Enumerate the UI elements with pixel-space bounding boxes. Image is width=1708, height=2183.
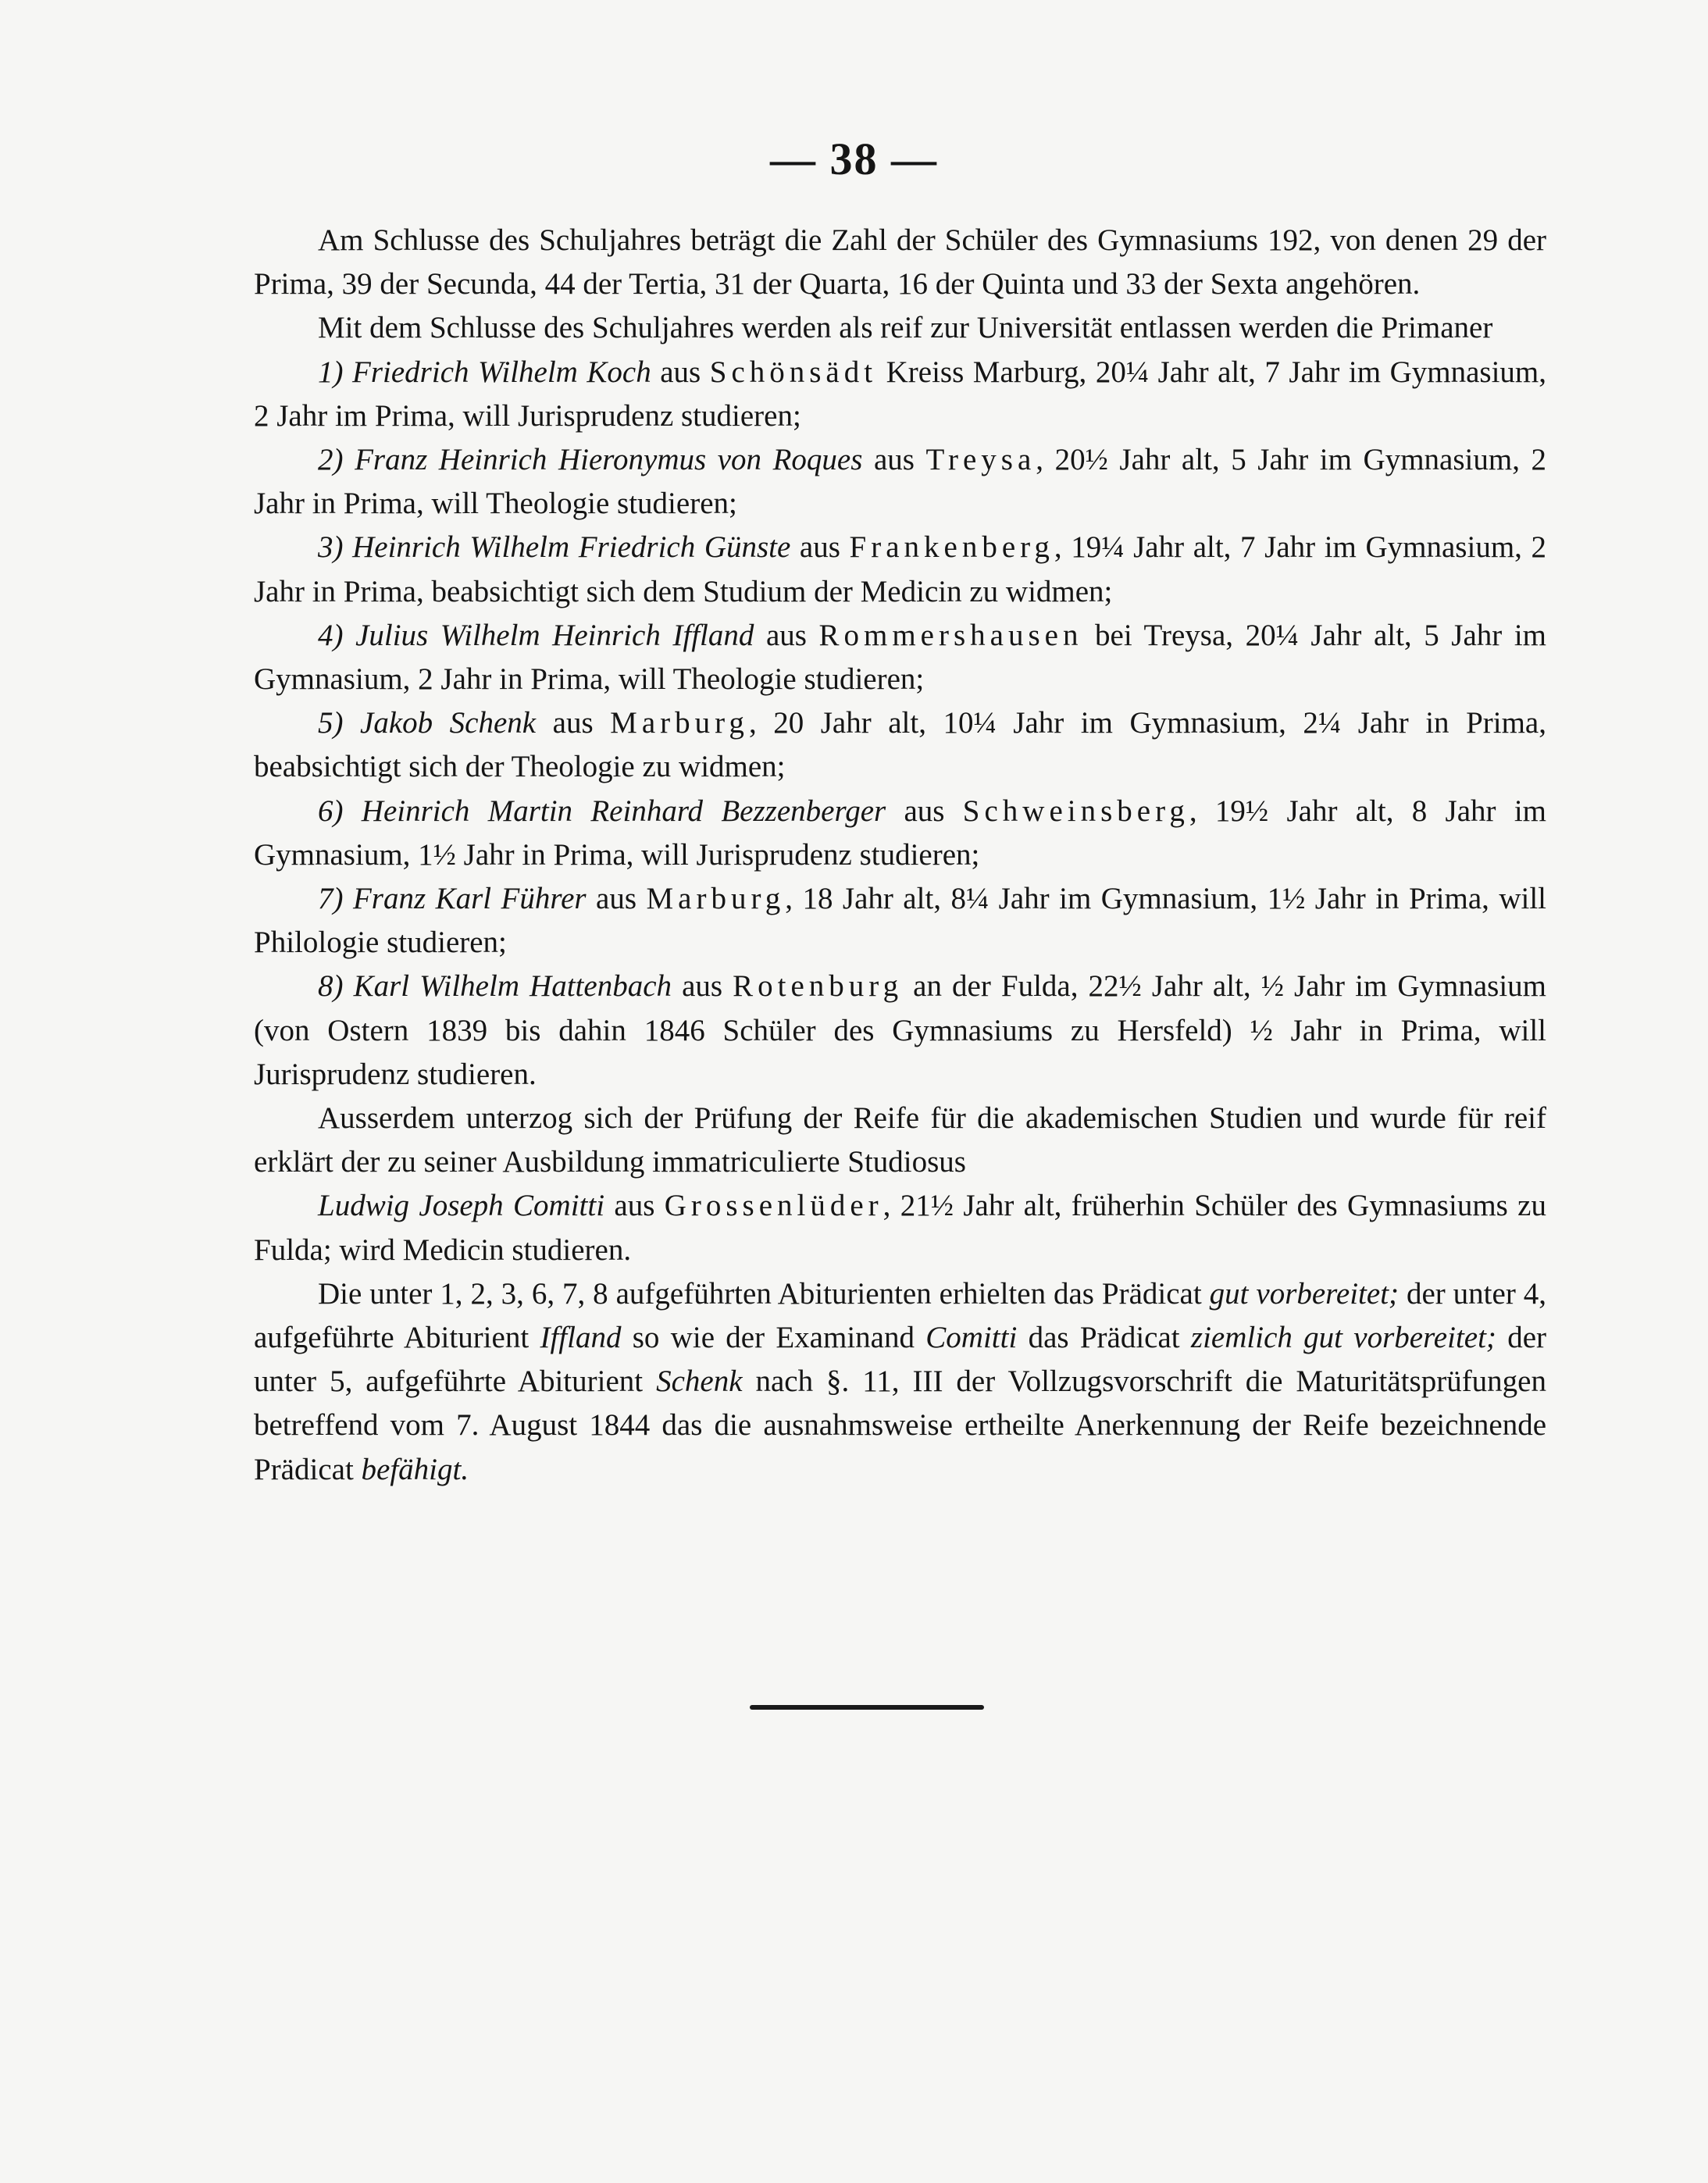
graduate-name: Heinrich Martin Reinhard Bezzenberger: [361, 794, 886, 828]
hometown: Marburg: [610, 706, 749, 740]
examinee-name: Ludwig Joseph Comitti: [318, 1189, 605, 1223]
entry-details: , 18 Jahr alt, 8¼ Jahr im Gymnasium, 1½ Jahr in Prima, will Philologie studieren;: [254, 882, 1546, 960]
closing-paragraph: Die unter 1, 2, 3, 6, 7, 8 aufgeführten Abiturienten erhielten das Prädicat gut vorbereitet; der unter 4, aufgeführte Abiturient Iffland so wie der Examinand Comitti das Prädicat ziemlich gut vorbereitet; der unter 5, aufgeführte Abiturient Schenk nach §. 11, III der Vollzugsvorschrift die Maturitätsprüfungen betreffend vom 7. August 1844 das die ausnahmsweise ertheilte Anerkennung der Reife bezeichnende Prädicat befähigt.: [254, 1276, 1546, 1486]
graduate-entry-1: 1) Friedrich Wilhelm Koch aus Schönsädt Kreiss Marburg, 20¼ Jahr alt, 7 Jahr im Gymnasium, 2 Jahr im Prima, will Jurisprudenz studieren;: [254, 355, 1546, 433]
entry-details: , 20 Jahr alt, 10¼ Jahr im Gymnasium, 2¼ Jahr in Prima, beabsichtigt sich der Theologie zu widmen;: [254, 706, 1546, 784]
entry-details: , 19¼ Jahr alt, 7 Jahr im Gymnasium, 2 Jahr in Prima, beabsichtigt sich dem Studium der Medicin zu widmen;: [254, 530, 1547, 608]
graduate-entry-7: 7) Franz Karl Führer aus Marburg, 18 Jahr alt, 8¼ Jahr im Gymnasium, 1½ Jahr in Prima, will Philologie studieren;: [254, 882, 1546, 960]
entry-number: 6): [318, 794, 344, 828]
entry-details: , 19½ Jahr alt, 8 Jahr im Gymnasium, 1½ Jahr in Prima, will Jurisprudenz studieren;: [254, 794, 1546, 872]
entry-number: 5): [318, 706, 344, 740]
entry-details: bei Treysa, 20¼ Jahr alt, 5 Jahr im Gymnasium, 2 Jahr in Prima, will Theologie studieren;: [254, 618, 1547, 697]
page-number: — 38 —: [770, 134, 938, 184]
hometown: Marburg: [646, 882, 786, 916]
hometown: Rotenburg: [733, 969, 904, 1004]
graduate-entry-5: 5) Jakob Schenk aus Marburg, 20 Jahr alt, 10¼ Jahr im Gymnasium, 2¼ Jahr in Prima, beabsichtigt sich der Theologie zu widmen;: [254, 706, 1546, 784]
entry-number: 8): [318, 969, 344, 1004]
examinee-intro: Ausserdem unterzog sich der Prüfung der Reife für die akademischen Studien und wurde für reif erklärt der zu seiner Ausbildung immatriculierte Studiosus: [254, 1101, 1546, 1179]
graduate-entry-8: 8) Karl Wilhelm Hattenbach aus Rotenburg an der Fulda, 22½ Jahr alt, ½ Jahr im Gymnasium (von Ostern 1839 bis dahin 1846 Schüler des Gymnasiums zu Hersfeld) ½ Jahr in Prima, will Jurisprudenz studieren.: [254, 969, 1546, 1091]
body-text: [254, 219, 1546, 1492]
entry-details: an der Fulda, 22½ Jahr alt, ½ Jahr im Gymnasium (von Ostern 1839 bis dahin 1846 Schüler des Gymnasiums zu Hersfeld) ½ Jahr in Prima, will Jurisprudenz studieren.: [254, 969, 1546, 1091]
graduate-name: Karl Wilhelm Hattenbach: [353, 969, 672, 1004]
hometown: Treysa: [925, 443, 1036, 477]
entry-number: 4): [318, 618, 344, 652]
entry-number: 3): [318, 530, 344, 565]
graduate-name: Julius Wilhelm Heinrich Iffland: [355, 618, 754, 652]
hometown: Rommershausen: [818, 618, 1083, 652]
graduate-name: Jakob Schenk: [360, 706, 537, 740]
entry-number: 7): [318, 882, 344, 916]
intro-paragraph-2: Mit dem Schlusse des Schuljahres werden als reif zur Universität entlassen werden die Primaner: [318, 311, 1493, 345]
graduate-entry-4: 4) Julius Wilhelm Heinrich Iffland aus Rommershausen bei Treysa, 20¼ Jahr alt, 5 Jahr im Gymnasium, 2 Jahr in Prima, will Theologie studieren;: [254, 618, 1547, 697]
graduate-name: Friedrich Wilhelm Koch: [352, 355, 651, 389]
entry-details: , 20½ Jahr alt, 5 Jahr im Gymnasium, 2 Jahr in Prima, will Theologie studieren;: [254, 443, 1546, 521]
hometown: Frankenberg: [849, 530, 1054, 565]
graduate-name: Franz Karl Führer: [352, 882, 587, 916]
hometown: Schönsädt: [709, 355, 878, 389]
section-end-rule: [750, 1705, 984, 1710]
graduate-name: Heinrich Wilhelm Friedrich Günste: [352, 530, 791, 565]
examinee-hometown: Grossenlüder: [664, 1189, 883, 1223]
hometown: Schweinsberg: [962, 794, 1189, 828]
entry-number: 1): [318, 355, 344, 389]
examinee-entry: Ludwig Joseph Comitti aus Grossenlüder, 21½ Jahr alt, früherhin Schüler des Gymnasiums zu Fulda; wird Medicin studieren.: [254, 1189, 1546, 1267]
examinee-details: , 21½ Jahr alt, früherhin Schüler des Gymnasiums zu Fulda; wird Medicin studieren.: [254, 1189, 1546, 1267]
entry-details: Kreiss Marburg, 20¼ Jahr alt, 7 Jahr im Gymnasium, 2 Jahr im Prima, will Jurisprudenz studieren;: [254, 355, 1546, 433]
entry-number: 2): [318, 443, 344, 477]
intro-paragraph-1: Am Schlusse des Schuljahres beträgt die Zahl der Schüler des Gymnasiums 192, von denen 29 der Prima, 39 der Secunda, 44 der Tertia, 31 der Quarta, 16 der Quinta und 33 der Sexta angehören.: [254, 223, 1546, 301]
graduate-entry-6: 6) Heinrich Martin Reinhard Bezzenberger aus Schweinsberg, 19½ Jahr alt, 8 Jahr im Gymnasium, 1½ Jahr in Prima, will Jurisprudenz studieren;: [254, 794, 1546, 872]
graduate-name: Franz Heinrich Hieronymus von Roques: [355, 443, 863, 477]
graduate-entry-3: 3) Heinrich Wilhelm Friedrich Günste aus Frankenberg, 19¼ Jahr alt, 7 Jahr im Gymnasium, 2 Jahr in Prima, beabsichtigt sich dem Studium der Medicin zu widmen;: [254, 530, 1547, 608]
graduate-entry-2: 2) Franz Heinrich Hieronymus von Roques aus Treysa, 20½ Jahr alt, 5 Jahr im Gymnasium, 2 Jahr in Prima, will Theologie studieren;: [254, 443, 1546, 521]
